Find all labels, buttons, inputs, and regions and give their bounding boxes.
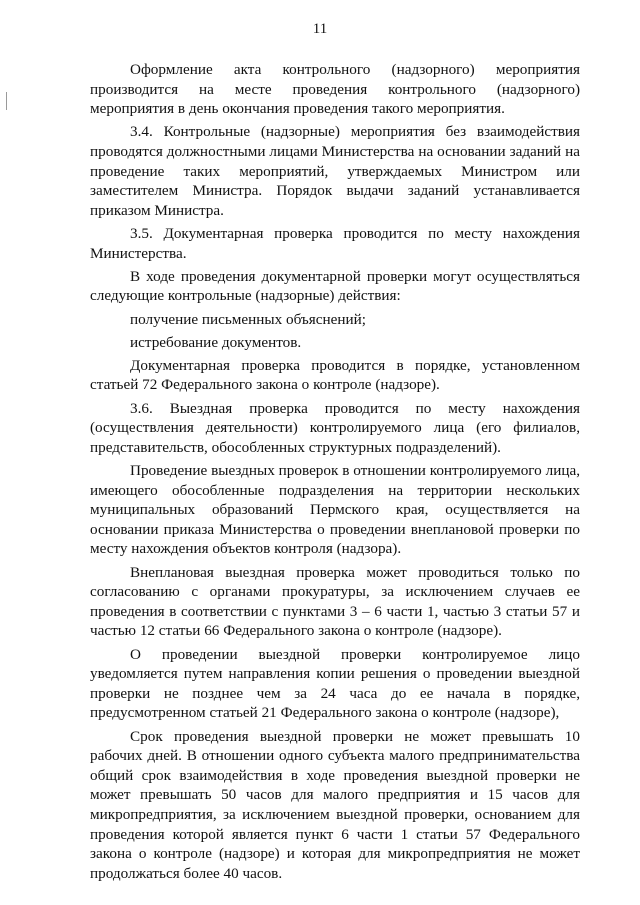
paragraph-unscheduled-inspection: Внеплановая выездная проверка может проводиться только по согласованию с органами прокуратуры, за исключением случаев ее проведения в соответствии с пунктами 3 – 6 части 1, частью 3 статьи 57 и частью 12 статьи 66 Федерального закона о контроле (надзоре). — [90, 563, 580, 640]
paragraph-inspection-duration: Срок проведения выездной проверки не может превышать 10 рабочих дней. В отношении одного субъекта малого предпринимательства общий срок взаимодействия в ходе проведения выездной проверки не может превышать 50 часов для малого предприятия и 15 часов для микропредприятия, за исключением выездной проверки, основанием для проведения которой является пункт 6 части 1 статьи 57 Федерального закона о контроле (надзоре) и которая для микропредприятия не может продолжаться более 40 часов. — [90, 727, 580, 882]
paragraph-act-registration: Оформление акта контрольного (надзорного) мероприятия производится на месте проведения контрольного (надзорного) мероприятия в день окончания проведения такого мероприятия. — [90, 61, 580, 118]
document-body — [90, 60, 580, 887]
paragraph-documentary-procedure: Документарная проверка проводится в порядке, установленном статьей 72 Федерального закона о контроле (надзоре). — [90, 356, 580, 394]
paragraph-onsite-divisions: Проведение выездных проверок в отношении контролируемого лица, имеющего обособленные подразделения на территории нескольких муниципальных образований Пермского края, осуществляется на основании приказа Министерства о проведении внеплановой проверки по месту нахождения объектов контроля (надзора). — [90, 462, 580, 558]
paragraph-documentary-actions: В ходе проведения документарной проверки могут осуществляться следующие контрольные (надзорные) действия: — [90, 267, 580, 305]
paragraph-3-5: 3.5. Документарная проверка проводится по месту нахождения Министерства. — [90, 224, 580, 262]
paragraph-3-6: 3.6. Выездная проверка проводится по месту нахождения (осуществления деятельности) контролируемого лица (его филиалов, представительств, обособленных структурных подразделений). — [90, 399, 580, 456]
list-item-explanations: получение письменных объяснений; — [130, 310, 366, 328]
paragraph-3-4: 3.4. Контрольные (надзорные) мероприятия без взаимодействия проводятся должностными лицами Министерства на основании заданий на проведение таких мероприятий, утверждаемых Министром или заместителем Министра. Порядок выдачи заданий устанавливается приказом Министра. — [90, 123, 580, 219]
list-item-documents: истребование документов. — [130, 333, 302, 351]
scan-margin-mark — [6, 92, 7, 110]
paragraph-notification: О проведении выездной проверки контролируемое лицо уведомляется путем направления копии решения о проведении выездной проверки не позднее чем за 24 часа до ее начала в порядке, предусмотренном статьей 21 Федерального закона о контроле (надзоре), — [90, 645, 580, 722]
page-number: 11 — [312, 21, 328, 37]
